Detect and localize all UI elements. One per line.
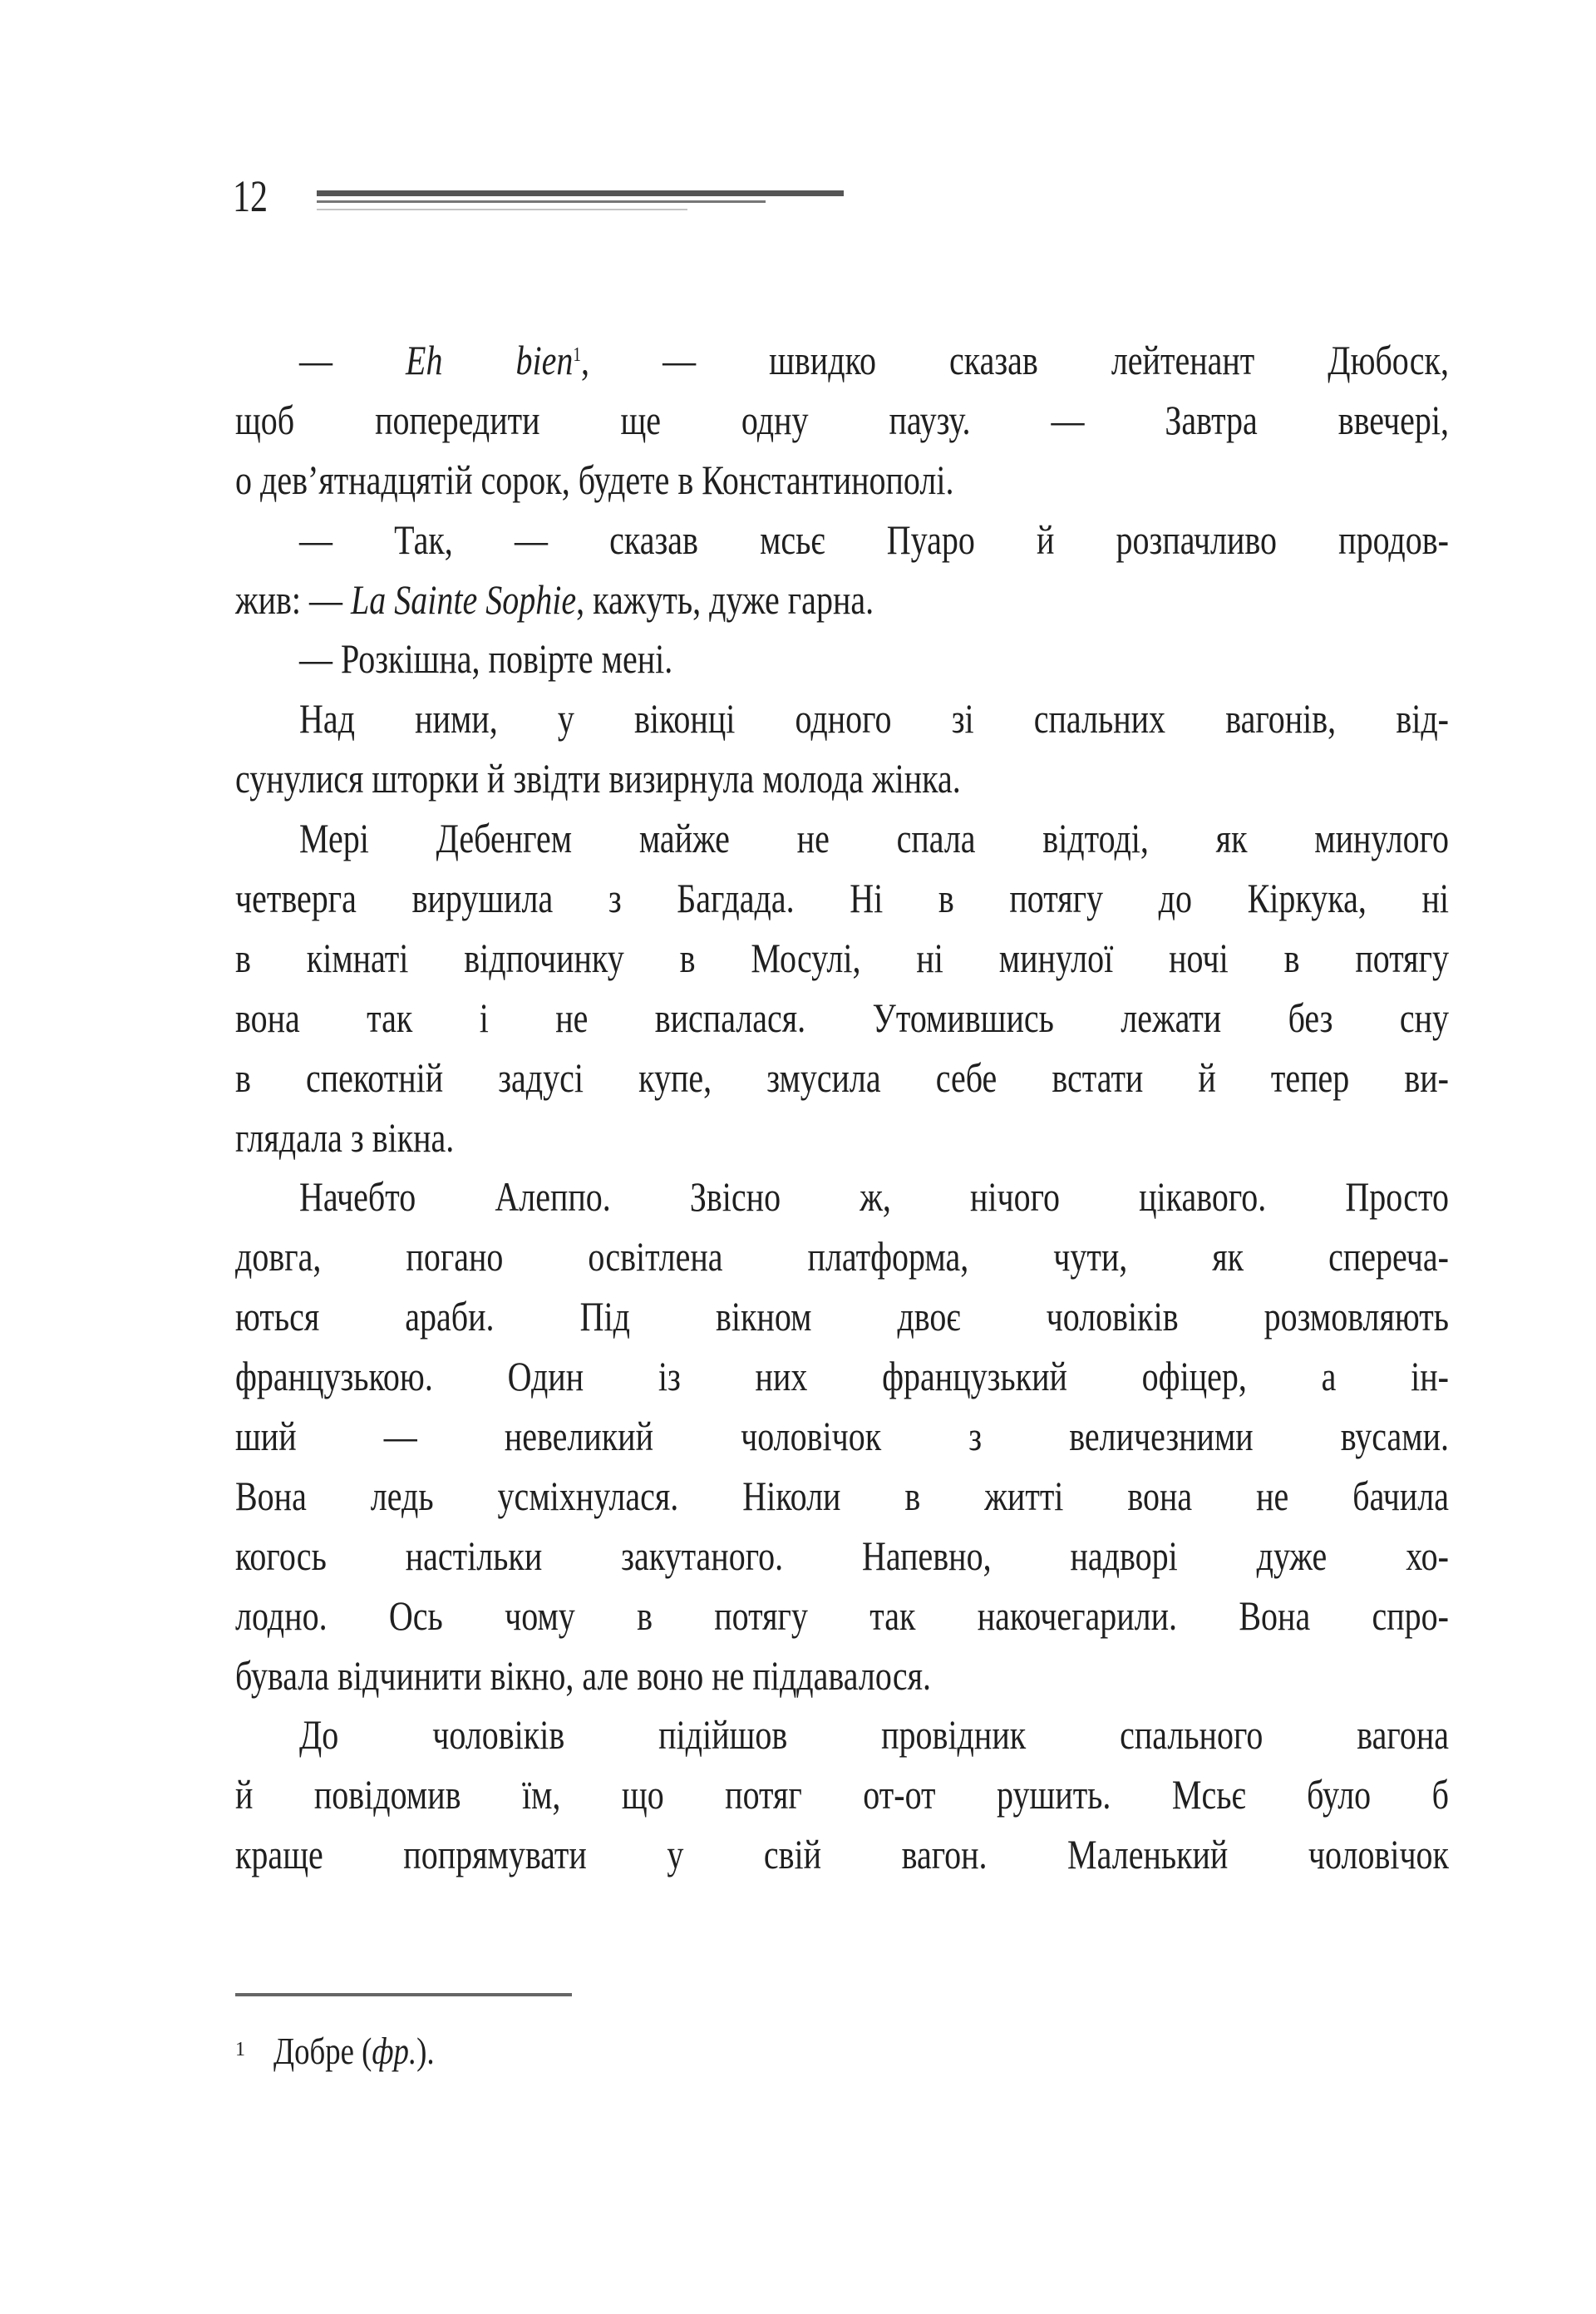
text-line-content: четверга вирушила з Багдада. Ні в потягу до Кіркука, ні [235,875,1449,922]
text-line [235,809,1449,869]
text-line [235,1646,1449,1706]
text-line-content: ший — невеликий чоловічок з величезними вусами. [235,1413,1449,1460]
text-line [235,511,1449,570]
text-line-content: довга, погано освітлена платформа, чути, як спереча- [235,1233,1449,1280]
text-line-content: — Eh bien$^1$, — швидко сказав лейтенант Дюбоск, [299,337,1450,383]
text-line [235,1586,1449,1646]
footnote-reference: 1 [573,344,582,366]
text-line-content: глядала з вікна. [235,1113,455,1161]
text-line-content: й повідомив їм, що потяг от-от рушить. Мсьє було б [235,1771,1449,1818]
text-line [235,451,1449,511]
text-line-content: Вона ледь усміхнулася. Ніколи в житті вона не бачила [235,1472,1449,1519]
text-line [235,1825,1449,1885]
text-line [235,1467,1449,1527]
footnote-text-post: ). [416,2030,435,2072]
text-line [235,391,1449,451]
text-line [235,1108,1449,1168]
page-number: 12 [233,171,268,221]
text-line [235,1048,1449,1108]
text-line-content: ються араби. Під вікном двоє чоловіків розмовляють [235,1293,1449,1340]
text-line [235,689,1449,749]
text-line-content: когось настільки закутаного. Напевно, надворі дуже хо- [235,1532,1449,1579]
header-rule-bottom [317,209,687,210]
text-line [235,989,1449,1048]
text-line [235,570,1449,630]
text-line-content: Мері Дебенгем майже не спала відтоді, як минулого [299,815,1449,862]
footnote-rule [235,1993,572,1996]
body-text [235,331,1449,1885]
text-line-content: бувала відчинити вікно, але воно не піддавалося. [235,1651,931,1699]
text-line-content: краще попрямувати у свій вагон. Маленький чоловічок [235,1831,1449,1878]
footnote [235,2026,475,2076]
text-line-content: вона так і не виспалася. Утомившись лежати без сну [235,994,1449,1041]
text-line [235,629,1449,689]
footnote-marker: 1 [235,2039,245,2060]
text-line [235,1287,1449,1347]
text-line [235,331,1449,391]
text-line-content: о дев’ятнадцятій сорок, будете в Константинополі. [235,456,954,503]
footnote-text [273,2026,435,2076]
text-line-content: Начебто Алеппо. Звісно ж, нічого цікавого. Просто [299,1173,1449,1221]
text-line-content: французькою. Один із них французький офіцер, а ін- [235,1353,1449,1400]
header-rule-top [317,190,844,196]
text-line [235,1765,1449,1825]
text-line [235,1227,1449,1287]
text-line-content: лодно. Ось чому в потягу так накочегарили. Вона спро- [235,1591,1449,1639]
text-line [235,869,1449,929]
text-line-content: сунулися шторки й звідти визирнула молода жінка. [235,755,961,802]
text-line-content: в спекотній задусі купе, змусила себе встати й тепер ви- [235,1053,1449,1101]
text-line [235,1705,1449,1765]
text-line [235,1527,1449,1586]
text-line-content: в кімнаті відпочинку в Мосулі, ні минулої ночі в потягу [235,934,1449,981]
footnote-text-italic: фр. [372,2030,417,2072]
text-line-content: жив: — La Sainte Sophie, кажуть, дуже гарна. [235,575,874,623]
text-line-content: — Так, — сказав мсьє Пуаро й розпачливо продов- [299,516,1449,563]
text-line-content: Над ними, у віконці одного зі спальних вагонів, від- [299,695,1449,743]
text-line [235,1347,1449,1407]
text-line [235,1167,1449,1227]
text-line-content: — Розкішна, повірте мені. [299,635,673,683]
text-line [235,749,1449,809]
text-line-content: щоб попередити ще одну паузу. — Завтра ввечері, [235,396,1449,443]
text-line [235,1407,1449,1467]
header-rule-middle [317,200,766,203]
text-line [235,929,1449,989]
text-line-content: До чоловіків підійшов провідник спального вагона [299,1711,1449,1759]
footnote-text-pre: Добре ( [273,2030,372,2072]
